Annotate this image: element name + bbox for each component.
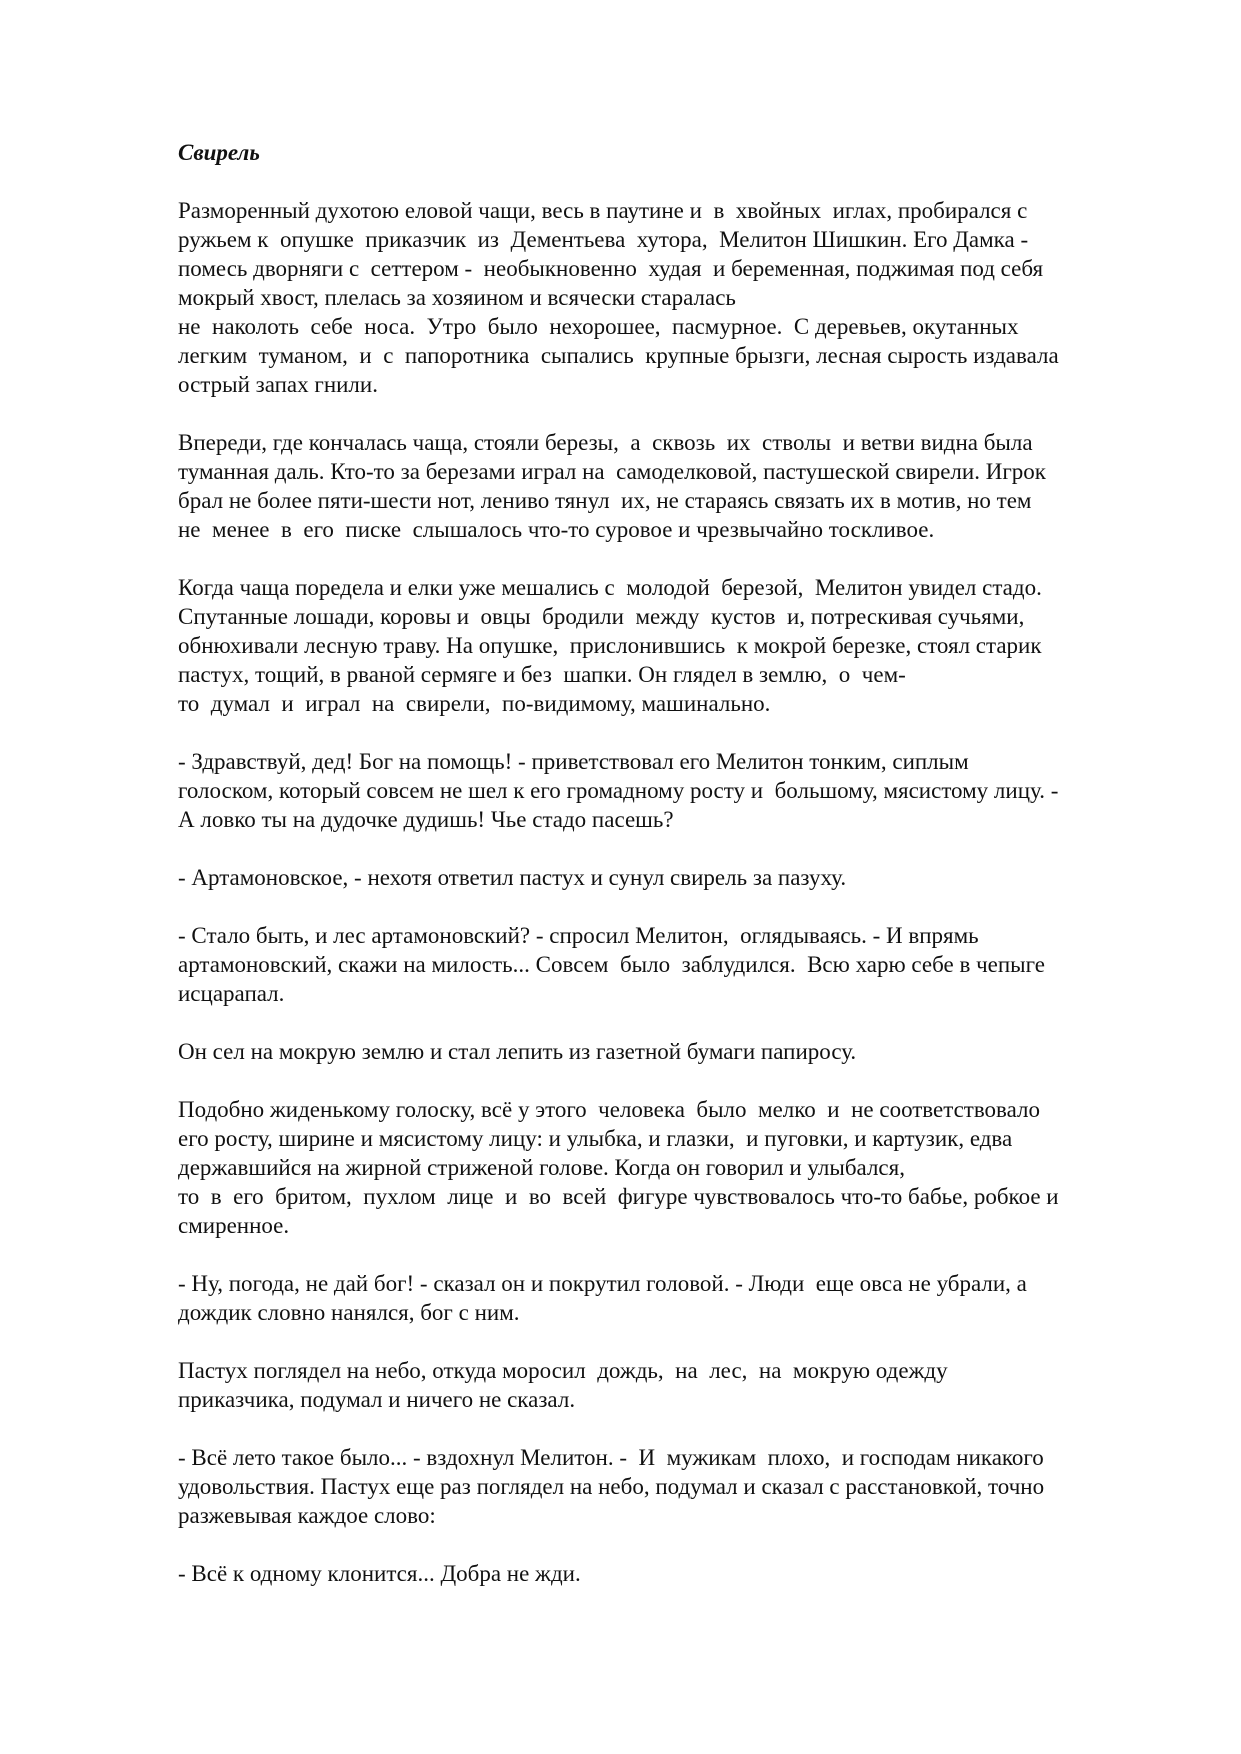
text-line: разжевывая каждое слово: <box>178 1503 436 1528</box>
paragraph <box>178 747 1153 834</box>
text-line: - Здравствуй, дед! Бог на помощь! - приветствовал его Мелитон тонким, сиплым <box>178 749 969 774</box>
paragraph <box>178 863 1153 892</box>
text-line: - Артамоновское, - нехотя ответил пастух и сунул свирель за пазуху. <box>178 865 847 890</box>
text-line: - Всё лето такое было... - вздохнул Мелитон. - И мужикам плохо, и господам никакого <box>178 1445 1044 1470</box>
document-title: Свирель <box>178 140 260 165</box>
text-line: Подобно жиденькому голоску, всё у этого человека было мелко и не соответствовало <box>178 1097 1040 1122</box>
text-line: то думал и играл на свирели, по-видимому, машинально. <box>178 691 771 716</box>
paragraph <box>178 1443 1153 1530</box>
text-line: туманная даль. Кто-то за березами играл на самоделковой, пастушеской свирели. Игрок <box>178 459 1046 484</box>
paragraph <box>178 1269 1153 1327</box>
text-line: острый запах гнили. <box>178 372 378 397</box>
paragraph <box>178 1559 1153 1588</box>
text-line: не менее в его писке слышалось что-то суровое и чрезвычайно тоскливое. <box>178 517 935 542</box>
text-line: исцарапал. <box>178 981 285 1006</box>
paragraph-list <box>178 196 1153 1588</box>
text-line: А ловко ты на дудочке дудишь! Чье стадо пасешь? <box>178 807 674 832</box>
text-line: его росту, ширине и мясистому лицу: и улыбка, и глазки, и пуговки, и картузик, едва <box>178 1126 1013 1151</box>
text-line: приказчика, подумал и ничего не сказал. <box>178 1387 576 1412</box>
text-line: - Стало быть, и лес артамоновский? - спросил Мелитон, оглядываясь. - И впрямь <box>178 923 979 948</box>
text-line: - Всё к одному клонится... Добра не жди. <box>178 1561 581 1586</box>
paragraph <box>178 196 1153 399</box>
document-body <box>178 138 1153 1617</box>
text-line: легким туманом, и с папоротника сыпались крупные брызги, лесная сырость издавала <box>178 343 1059 368</box>
paragraph <box>178 428 1153 544</box>
text-line: Пастух поглядел на небо, откуда моросил дождь, на лес, на мокрую одежду <box>178 1358 948 1383</box>
paragraph <box>178 1356 1153 1414</box>
paragraph <box>178 921 1153 1008</box>
text-line: державшийся на жирной стриженой голове. Когда он говорил и улыбался, <box>178 1155 905 1180</box>
text-line: обнюхивали лесную траву. На опушке, прислонившись к мокрой березке, стоял старик <box>178 633 1042 658</box>
paragraph <box>178 1095 1153 1240</box>
paragraph <box>178 1037 1153 1066</box>
text-line: голоском, который совсем не шел к его громадному росту и большому, мясистому лицу. - <box>178 778 1059 803</box>
text-line: Впереди, где кончалась чаща, стояли березы, а сквозь их стволы и ветви видна была <box>178 430 1033 455</box>
text-line: дождик словно нанялся, бог с ним. <box>178 1300 520 1325</box>
text-line: удовольствия. Пастух еще раз поглядел на небо, подумал и сказал с расстановкой, точно <box>178 1474 1045 1499</box>
text-line: Спутанные лошади, коровы и овцы бродили между кустов и, потрескивая сучьями, <box>178 604 1025 629</box>
text-line: помесь дворняги с сеттером - необыкновенно худая и беременная, поджимая под себя <box>178 256 1044 281</box>
text-line: - Ну, погода, не дай бог! - сказал он и покрутил головой. - Люди еще овса не убрали, а <box>178 1271 1027 1296</box>
text-line: Когда чаща поредела и елки уже мешались с молодой березой, Мелитон увидел стадо. <box>178 575 1042 600</box>
text-line: ружьем к опушке приказчик из Дементьева хутора, Мелитон Шишкин. Его Дамка - <box>178 227 1029 252</box>
text-line: брал не более пяти-шести нот, лениво тянул их, не стараясь связать их в мотив, но тем <box>178 488 1032 513</box>
text-line: пастух, тощий, в рваной сермяге и без шапки. Он глядел в землю, о чем- <box>178 662 906 687</box>
paragraph <box>178 573 1153 718</box>
text-line: то в его бритом, пухлом лице и во всей фигуре чувствовалось что-то бабье, робкое и <box>178 1184 1059 1209</box>
text-line: Он сел на мокрую землю и стал лепить из газетной бумаги папиросу. <box>178 1039 857 1064</box>
text-line: Разморенный духотою еловой чащи, весь в паутине и в хвойных иглах, пробирался с <box>178 198 1028 223</box>
text-line: смиренное. <box>178 1213 290 1238</box>
text-line: не наколоть себе носа. Утро было нехорошее, пасмурное. С деревьев, окутанных <box>178 314 1019 339</box>
text-line: мокрый хвост, плелась за хозяином и всячески старалась <box>178 285 736 310</box>
text-line: артамоновский, скажи на милость... Совсем было заблудился. Всю харю себе в чепыге <box>178 952 1045 977</box>
